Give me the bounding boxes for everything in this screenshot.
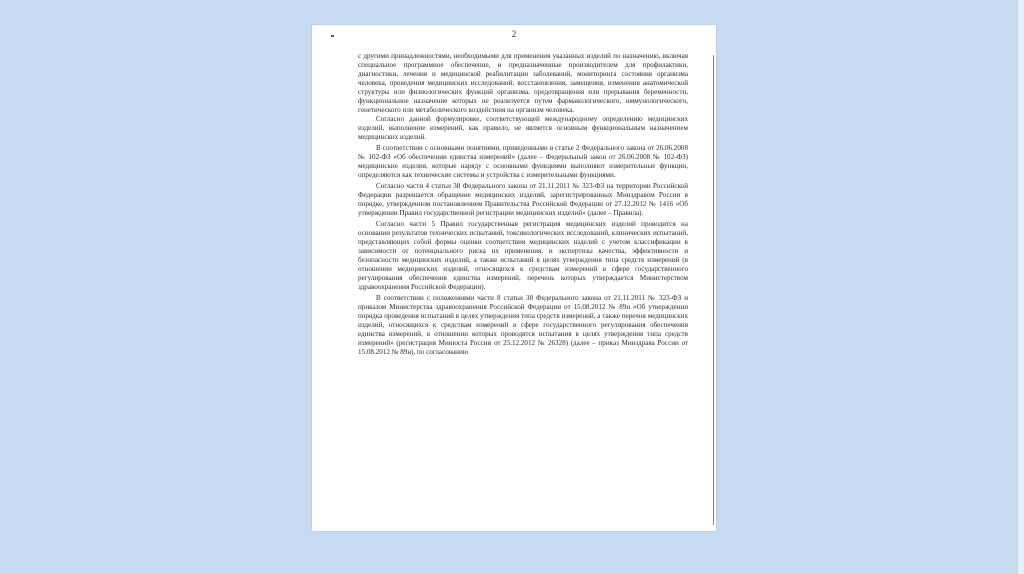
- page-number: 2: [511, 29, 517, 39]
- document-page: [312, 25, 716, 531]
- paragraph: Согласно части 4 статьи 38 Федерального закона от 21.11.2011 № 323-ФЗ на территории Российской Федерации разрешается обращение медицинских изделий, зарегистрированных Минздравом России в порядке, утвержденном постановлением Правительства Российской Федерации от 27.12.2012 № 1416 «Об утверждении Правил государственной регистрации медицинских изделий» (далее – Правила).: [358, 182, 688, 217]
- scan-edge-line: [713, 55, 714, 525]
- paragraph: Согласно части 5 Правил государственная регистрация медицинских изделий проводится на основании результатов технических испытаний, токсикологических исследований, клинических испытаний, представляющих собой формы оценки соответствия медицинских изделий с учетом классификации в зависимости от потенциального риска их применения, и экспертизы качества, эффективности и безопасности медицинских изделий, а также испытаний в целях утверждения типа средств измерений (в отношении медицинских изделий, относящихся к средствам измерений в сфере государственного регулирования обеспечения единства измерений, перечень которых утверждается Министерством здравоохранения Российской Федерации).: [358, 220, 688, 291]
- paragraph: Согласно данной формулировке, соответствующей международному определению медицинских изделий, выполнение измерений, как правило, не является основным функциональным назначением медицинских изделий.: [358, 115, 688, 141]
- slide-right-border: [1018, 0, 1024, 574]
- paragraph: В соответствии с положениями части 8 статьи 38 Федерального закона от 21.11.2011 № 323-ФЗ и приказом Министерства здравоохранения Российской Федерации от 15.08.2012 № 89н «Об утверждении порядка проведения испытаний в целях утверждения типа средств измерений, а также перечня медицинских изделий, относящихся к средствам измерений в сфере государственного регулирования обеспечения единства измерений, в отношении которых проводятся испытания в целях утверждения типа средств измерений» (регистрация Минюста России от 25.12.2012 № 26328) (далее – приказ Минздрава России от 15.08.2012 № 89н), по согласованию: [358, 294, 688, 356]
- document-body: [358, 52, 688, 357]
- paragraph: В соответствии с основными понятиями, приведенными в статье 2 Федерального закона от 26.06.2008 № 102-ФЗ «Об обеспечении единства измерений» (далее – Федеральный закон от 26.06.2008 № 102-ФЗ) медицинские изделия, которые наряду с основными функциями выполняют измерительные функции, определяются как технические системы и устройства с измерительными функциями.: [358, 144, 688, 179]
- paragraph: с другими принадлежностями, необходимыми для применения указанных изделий по назначению, включая специальное программное обеспечение, и предназначенные производителем для профилактики, диагностики, лечения и медицинской реабилитации заболеваний, мониторинга состояния организма человека, проведения медицинских исследований, восстановления, замещения, изменения анатомической структуры или физиологических функций организма, предотвращения или прерывания беременности, функциональное назначение которых не реализуется путем фармакологического, иммунологического, генетического или метаболического воздействия на организм человека.: [358, 52, 688, 114]
